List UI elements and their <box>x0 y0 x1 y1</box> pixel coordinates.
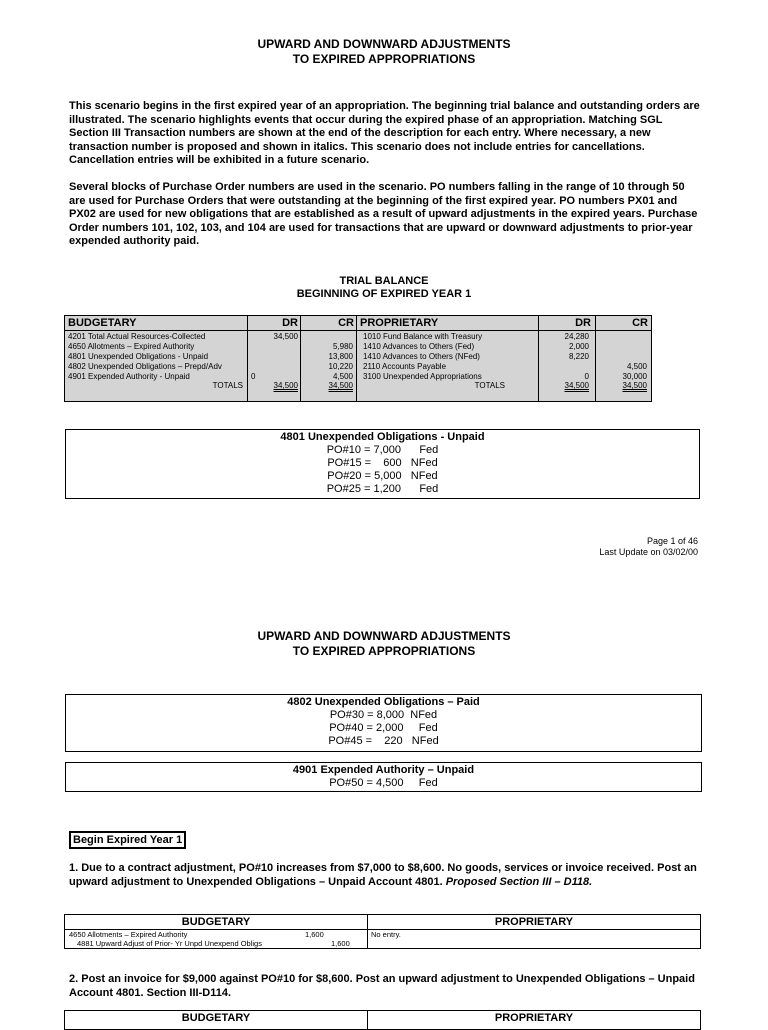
proprietary-account: 3100 Unexpended Appropriations <box>363 372 482 381</box>
proprietary-dr-total: 34,500 <box>564 381 589 390</box>
proprietary-account: 1410 Advances to Others (Fed) <box>363 342 475 351</box>
paid-obligations-box <box>65 694 702 752</box>
proprietary-cr-value: 30,000 <box>622 372 647 381</box>
proprietary-account: 1010 Fund Balance with Treasury <box>363 332 483 341</box>
budgetary-cr-value: 13,800 <box>328 352 353 361</box>
entry-debit-amount: 1,600 <box>305 930 324 939</box>
box-title: 4801 Unexpended Obligations - Unpaid <box>280 431 485 443</box>
entry-debit-account: 4650 Allotments – Expired Authority <box>69 930 188 939</box>
po-line: PO#25 = 1,200 Fed <box>326 483 439 495</box>
box-title: 4901 Expended Authority – Unpaid <box>292 764 475 776</box>
budgetary-dr-value: 0 <box>251 372 256 381</box>
entry-credit-amount: 1,600 <box>331 939 350 948</box>
proprietary-header: PROPRIETARY <box>360 317 439 329</box>
box-title: 4802 Unexpended Obligations – Paid <box>287 696 480 708</box>
budgetary-account: 4901 Expended Authority - Unpaid <box>68 372 190 381</box>
po-paragraph: Several blocks of Purchase Order numbers are used in the scenario. PO numbers falling in the range of 10 through 50 are used for Purchase Orders that were outstanding at the beginning of the first expired year. PO numbers PX01 and PX02 are used for new obligations that are established as a result of upward adjustments in the expired years. Purchase Order numbers 101, 102, 103, and 104 are used for transactions that are upward or downward adjustments to prior-year expended authority paid. <box>69 181 698 247</box>
budgetary-cr-value: 5,980 <box>332 342 353 351</box>
entry-proprietary-header: PROPRIETARY <box>494 1012 574 1024</box>
page-subtitle: TO EXPIRED APPROPRIATIONS <box>292 52 476 66</box>
unpaid-obligations-box <box>65 429 700 499</box>
entry-budgetary-header: BUDGETARY <box>181 1012 251 1024</box>
budgetary-cr-header: CR <box>338 317 354 329</box>
page2-subtitle: TO EXPIRED APPROPRIATIONS <box>292 644 476 658</box>
po-line: PO#20 = 5,000 NFed <box>327 470 438 482</box>
budgetary-account: 4201 Total Actual Resources-Collected <box>68 332 206 341</box>
entry-credit-account: 4881 Upward Adjust of Prior- Yr Unpd Unexpend Obligs <box>77 939 262 948</box>
entry-proprietary-header: PROPRIETARY <box>494 916 574 928</box>
proprietary-account: 2110 Accounts Payable <box>363 362 447 371</box>
page-number: Page 1 of 46 <box>646 536 698 546</box>
proprietary-dr-value: 2,000 <box>568 342 589 351</box>
entry-budgetary-header: BUDGETARY <box>181 916 251 928</box>
step-1-text <box>69 862 709 889</box>
po-line: PO#45 = 220 NFed <box>328 735 439 747</box>
begin-expired-year-label: Begin Expired Year 1 <box>69 831 186 849</box>
trial-balance-table <box>64 315 652 402</box>
po-line: PO#15 = 600 NFed <box>327 457 438 469</box>
proprietary-dr-value: 0 <box>584 372 589 381</box>
po-line: PO#40 = 2,000 Fed <box>329 722 438 734</box>
budgetary-header: BUDGETARY <box>68 317 137 329</box>
entry-proprietary-text: No entry. <box>371 930 401 939</box>
proprietary-dr-value: 8,220 <box>568 352 589 361</box>
proprietary-totals-label: TOTALS <box>474 381 505 390</box>
budgetary-account: 4802 Unexpended Obligations – Prepd/Adv <box>68 362 222 371</box>
budgetary-totals-label: TOTALS <box>212 381 243 390</box>
step-1-description: 1. Due to a contract adjustment, PO#10 increases from $7,000 to $8,600. No goods, services or invoice received. Post an upward adjustment to Unexpended Obligations – Unpaid Account 4801. <box>69 862 697 888</box>
proprietary-cr-total: 34,500 <box>622 381 647 390</box>
proprietary-cr-value: 4,500 <box>626 362 647 371</box>
budgetary-dr-value: 34,500 <box>273 332 298 341</box>
budgetary-cr-value: 4,500 <box>332 372 353 381</box>
budgetary-cr-value: 10,220 <box>328 362 353 371</box>
step-1-section-ref: Proposed Section III – D118. <box>445 875 593 888</box>
budgetary-dr-total: 34,500 <box>273 381 298 390</box>
budgetary-account: 4650 Allotments – Expired Authority <box>68 342 195 351</box>
po-line: PO#30 = 8,000 NFed <box>329 709 438 721</box>
proprietary-account: 1410 Advances to Others (NFed) <box>363 352 480 361</box>
expended-authority-box <box>65 762 702 792</box>
trial-balance-subtitle: BEGINNING OF EXPIRED YEAR 1 <box>296 288 472 300</box>
budgetary-dr-header: DR <box>282 317 298 329</box>
journal-entry-2 <box>64 1010 701 1030</box>
budgetary-cr-total: 34,500 <box>328 381 353 390</box>
journal-entry-1 <box>64 914 701 949</box>
step-2-text: 2. Post an invoice for $9,000 against PO#10 for $8,600. Post an upward adjustment to Unexpended Obligations – Unpaid Account 4801. Section III-D114. <box>69 973 695 999</box>
last-update: Last Update on 03/02/00 <box>599 547 698 557</box>
proprietary-dr-value: 24,280 <box>564 332 589 341</box>
proprietary-dr-header: DR <box>575 317 591 329</box>
intro-paragraph: This scenario begins in the first expired year of an appropriation. The beginning trial balance and outstanding orders are illustrated. The scenario highlights events that occur during the expired phase of an appropriation. Matching SGL Section III Transaction numbers are shown at the end of the description for each entry. Where necessary, a new transaction number is proposed and shown in italics. This scenario does not include entries for cancellations. Cancellation entries will be exhibited in a future scenario. <box>69 100 700 166</box>
po-line: PO#50 = 4,500 Fed <box>329 777 438 789</box>
proprietary-cr-header: CR <box>632 317 648 329</box>
page2-title: UPWARD AND DOWNWARD ADJUSTMENTS <box>257 629 511 643</box>
budgetary-account: 4801 Unexpended Obligations - Unpaid <box>68 352 209 361</box>
po-line: PO#10 = 7,000 Fed <box>326 444 439 456</box>
page-title: UPWARD AND DOWNWARD ADJUSTMENTS <box>257 37 511 51</box>
trial-balance-title: TRIAL BALANCE <box>339 275 429 287</box>
